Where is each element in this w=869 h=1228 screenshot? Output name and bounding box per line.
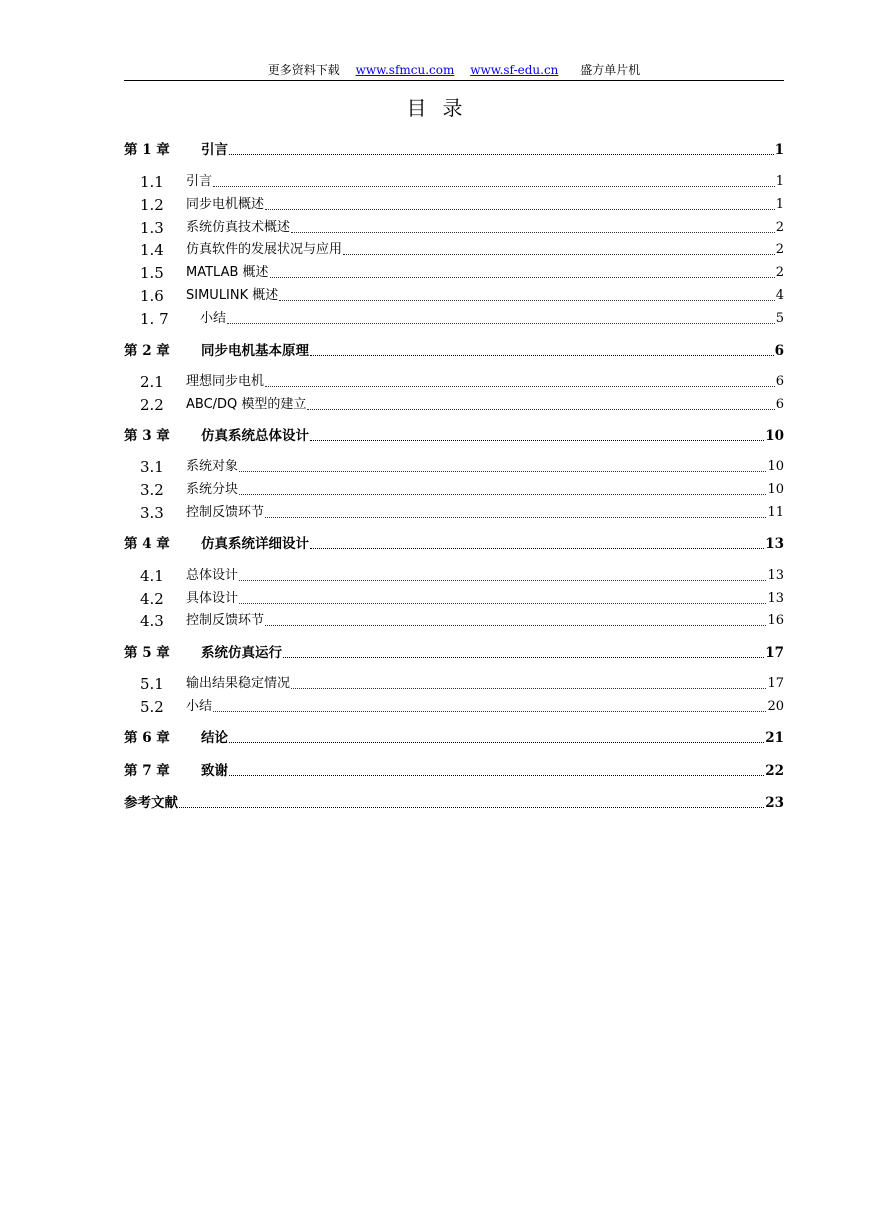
toc-entry-number: 5.2 <box>140 698 164 716</box>
toc-dot-leader <box>239 471 766 472</box>
toc-entry-number: 1.6 <box>140 287 164 305</box>
toc-section-entry[interactable] <box>124 392 784 414</box>
toc-page-number: 2 <box>775 265 784 280</box>
toc-entry-title: 输出结果稳定情况 <box>186 676 291 691</box>
toc-entry-number: 1.3 <box>140 219 164 237</box>
toc-dot-leader <box>239 494 766 495</box>
toc-page-number: 1 <box>775 174 784 189</box>
toc-section-entry[interactable] <box>124 671 784 693</box>
toc-chapter-entry[interactable] <box>124 758 784 780</box>
toc-page-number: 21 <box>765 730 784 746</box>
toc-dot-leader <box>270 277 775 278</box>
toc-dot-leader <box>265 209 775 210</box>
toc-dot-leader <box>291 688 766 689</box>
toc-entry-number: 5.1 <box>140 675 164 693</box>
toc-entry-title: 系统仿真运行 <box>201 645 282 661</box>
toc-page-number: 17 <box>767 676 784 691</box>
toc-dot-leader <box>229 154 774 155</box>
toc-entry-number: 第 6 章 <box>124 730 170 746</box>
toc-entry-title: 仿真系统总体设计 <box>201 428 309 444</box>
toc-section-entry[interactable] <box>124 237 784 259</box>
toc-dot-leader <box>239 580 766 581</box>
toc-section-entry[interactable] <box>124 283 784 305</box>
toc-entry-number: 2.1 <box>140 373 164 391</box>
toc-dot-leader <box>179 807 764 808</box>
toc-section-entry[interactable] <box>124 694 784 716</box>
toc-section-entry[interactable] <box>124 563 784 585</box>
link-sf-edu[interactable]: www.sf-edu.cn <box>470 63 559 77</box>
toc-chapter-entry[interactable] <box>124 137 784 159</box>
toc-entry-title: 参考文献 <box>124 795 178 811</box>
toc-entry-title: 致谢 <box>201 763 228 779</box>
toc-entry-number: 3.3 <box>140 504 164 522</box>
toc-entry-number: 3.2 <box>140 481 164 499</box>
toc-entry-number: 4.2 <box>140 590 164 608</box>
toc-entry-title: 控制反馈环节 <box>186 505 265 520</box>
toc-page-number: 11 <box>767 505 784 520</box>
toc-entry-title: 系统仿真技术概述 <box>186 220 291 235</box>
toc-entry-number: 1.4 <box>140 241 164 259</box>
toc-entry-number: 4.1 <box>140 567 164 585</box>
toc-chapter-entry[interactable] <box>124 640 784 662</box>
toc-page-number: 2 <box>775 242 784 257</box>
toc-entry-title: 同步电机概述 <box>186 197 265 212</box>
toc-entry-title: 引言 <box>186 174 213 189</box>
toc-dot-leader <box>291 232 775 233</box>
toc-page-number: 22 <box>765 763 784 779</box>
toc-entry-title: 系统分块 <box>186 482 239 497</box>
toc-entry-number: 第 4 章 <box>124 536 170 552</box>
toc-dot-leader <box>310 355 774 356</box>
header-text: 更多资料下载 <box>267 63 340 77</box>
toc-page-number: 4 <box>775 288 784 303</box>
toc-entry-title: 理想同步电机 <box>186 374 265 389</box>
toc-section-entry[interactable] <box>124 500 784 522</box>
page-title: 目录 <box>406 96 479 120</box>
toc-page-number: 6 <box>775 397 784 412</box>
toc-page-number: 1 <box>775 197 784 212</box>
toc-dot-leader <box>229 775 764 776</box>
toc-entry-title: 总体设计 <box>186 568 239 583</box>
toc-entry-number: 4.3 <box>140 612 164 630</box>
toc-entry-number: 2.2 <box>140 396 164 414</box>
toc-page-number: 13 <box>767 591 784 606</box>
toc-page-number: 5 <box>775 311 784 326</box>
toc-entry-title: MATLAB 概述 <box>186 265 269 280</box>
toc-page-number: 20 <box>767 699 784 714</box>
toc-dot-leader <box>283 657 764 658</box>
toc-page-number: 10 <box>767 482 784 497</box>
toc-dot-leader <box>229 742 764 743</box>
toc-entry-title: 结论 <box>201 730 228 746</box>
toc-dot-leader <box>239 603 766 604</box>
toc-section-entry[interactable] <box>124 608 784 630</box>
toc-page-number: 2 <box>775 220 784 235</box>
toc-entry-title: 引言 <box>201 142 228 158</box>
toc-section-entry[interactable] <box>124 586 784 608</box>
toc-entry-number: 第 5 章 <box>124 645 170 661</box>
toc-dot-leader <box>310 548 764 549</box>
toc-section-entry[interactable] <box>124 260 784 282</box>
toc-entry-number: 1.2 <box>140 196 164 214</box>
toc-section-entry[interactable] <box>124 169 784 191</box>
toc-dot-leader <box>265 625 766 626</box>
toc-page-number: 1 <box>774 142 784 158</box>
toc-entry-number: 1. 7 <box>140 310 169 328</box>
toc-dot-leader <box>213 186 775 187</box>
page-header <box>124 60 784 81</box>
toc-page-number: 10 <box>765 428 784 444</box>
header-brand: 盛方单片机 <box>580 63 641 77</box>
toc-section-entry[interactable] <box>124 369 784 391</box>
toc-entry-title: 小结 <box>186 699 213 714</box>
toc-entry-number: 第 2 章 <box>124 343 170 359</box>
toc-page-number: 16 <box>767 613 784 628</box>
toc-dot-leader <box>343 254 775 255</box>
toc-page-number: 6 <box>775 374 784 389</box>
toc-chapter-entry[interactable] <box>124 423 784 445</box>
toc-page-number: 13 <box>767 568 784 583</box>
toc-dot-leader <box>307 409 774 410</box>
toc-entry-title: 仿真软件的发展状况与应用 <box>186 242 343 257</box>
toc-chapter-entry[interactable] <box>124 338 784 360</box>
toc-dot-leader <box>265 386 775 387</box>
toc-page-number: 23 <box>765 795 784 811</box>
toc-section-entry[interactable] <box>124 454 784 476</box>
toc-entry-title: 同步电机基本原理 <box>201 343 309 359</box>
toc-entry-number: 第 3 章 <box>124 428 170 444</box>
toc-entry-title: 具体设计 <box>186 591 239 606</box>
toc-dot-leader <box>213 711 766 712</box>
link-sfmcu[interactable]: www.sfmcu.com <box>355 63 455 77</box>
toc-section-entry[interactable] <box>124 306 784 328</box>
toc-entry-number: 1.1 <box>140 173 164 191</box>
toc-entry-title: 系统对象 <box>186 459 239 474</box>
toc-entry-title: SIMULINK 概述 <box>186 288 279 303</box>
toc-entry-title: 仿真系统详细设计 <box>201 536 309 552</box>
toc-entry-number: 第 7 章 <box>124 763 170 779</box>
toc-entry-number: 第 1 章 <box>124 142 170 158</box>
toc-section-entry[interactable] <box>124 477 784 499</box>
toc-dot-leader <box>310 440 764 441</box>
toc-chapter-entry[interactable] <box>124 531 784 553</box>
toc-chapter-entry[interactable] <box>124 725 784 747</box>
toc-entry-title: 小结 <box>200 311 227 326</box>
toc-page-number: 10 <box>767 459 784 474</box>
toc-section-entry[interactable] <box>124 215 784 237</box>
toc-entry-number: 3.1 <box>140 458 164 476</box>
toc-entry-title: ABC/DQ 模型的建立 <box>186 397 307 412</box>
toc-section-entry[interactable] <box>124 192 784 214</box>
toc-dot-leader <box>227 323 775 324</box>
toc-page-number: 13 <box>765 536 784 552</box>
toc-page-number: 17 <box>765 645 784 661</box>
toc-dot-leader <box>265 517 766 518</box>
toc-chapter-entry[interactable] <box>124 790 784 812</box>
toc-page-number: 6 <box>774 343 784 359</box>
toc-entry-title: 控制反馈环节 <box>186 613 265 628</box>
toc-entry-number: 1.5 <box>140 264 164 282</box>
toc-dot-leader <box>279 300 774 301</box>
